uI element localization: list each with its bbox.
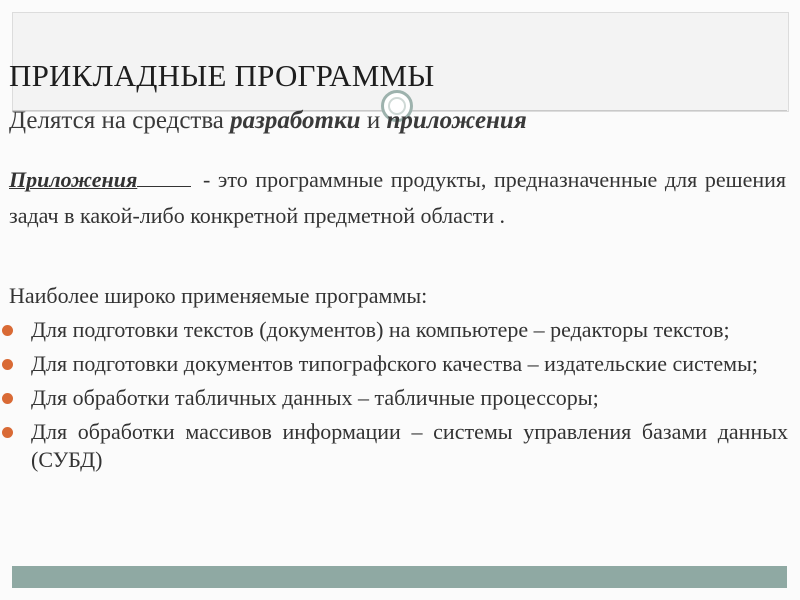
slide-subtitle [9,107,527,135]
bottom-accent-bar [12,566,787,588]
list-item [0,384,788,412]
subtitle-term-applications: приложения [386,107,527,134]
programs-lead-text: Наиболее широко применяемые программы: [9,283,428,308]
list-item-text: Для подготовки документов типографского качества – издательские системы; [31,351,758,376]
bullet-dot-icon [2,325,13,336]
subtitle-term-development: разработки [230,107,361,134]
list-item-text: Для обработки массивов информации – системы управления базами данных (СУБД) [31,419,788,472]
definition-paragraph [9,162,786,234]
subtitle-prefix: Делятся на средства [9,107,231,134]
list-item-text: Для обработки табличных данных – табличные процессоры; [31,385,599,410]
list-item [0,418,788,474]
list-item [0,350,788,378]
programs-bullet-list [0,316,788,480]
bullet-dot-icon [2,393,13,404]
bullet-dot-icon [2,427,13,438]
bullet-dot-icon [2,359,13,370]
definition-term: Приложения [9,167,138,192]
slide-title: ПРИКЛАДНЫЕ ПРОГРАММЫ [9,58,435,93]
definition-text: - это программные продукты, предназначенные для решения задач в какой-либо конкретной предметной области . [9,167,786,228]
list-item-text: Для подготовки текстов (документов) на компьютере – редакторы текстов; [31,317,730,342]
subtitle-conjunction: и [360,107,387,134]
definition-underline-blank [137,185,191,187]
list-item [0,316,788,344]
